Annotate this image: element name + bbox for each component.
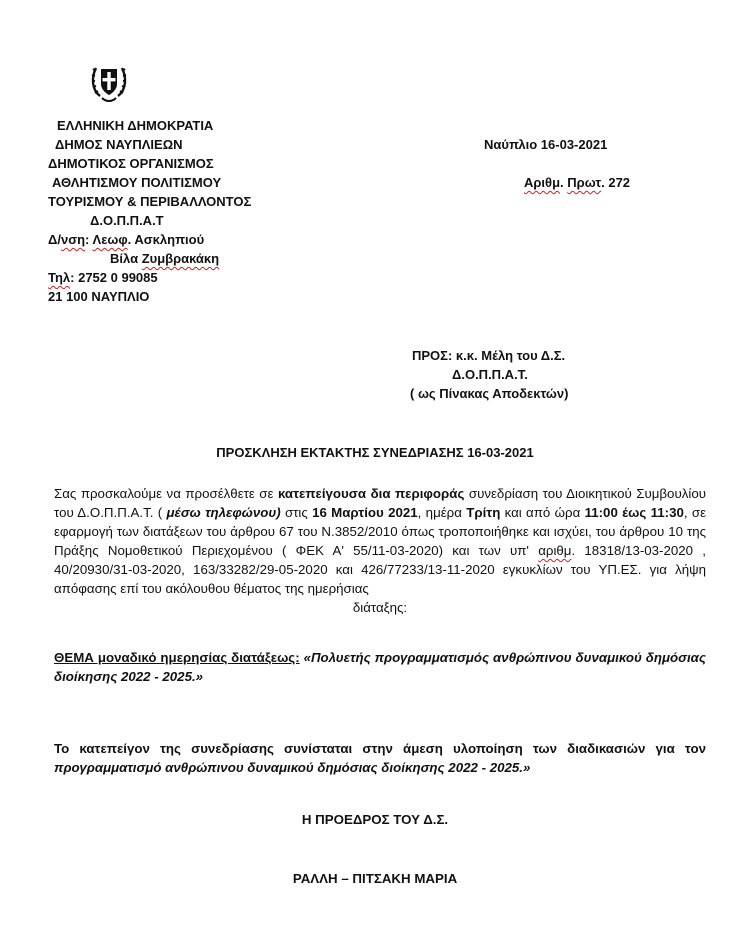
urgency-paragraph: Το κατεπείγον της συνεδρίασης συνίσταται στην άμεση υλοποίηση των διαδικασιών για τον προγραμματισμό ανθρώπινου δυναμικού δημόσιας διοίκησης 2022 - 2025.» [54,741,706,775]
protocol-number: Αριθμ. Πρωτ. 272 [524,175,631,190]
org-line: ΔΗΜΟΤΙΚΟΣ ΟΡΓΑΝΙΣΜΟΣ [48,156,214,171]
signature-role: Η ΠΡΟΕΔΡΟΣ ΤΟΥ Δ.Σ. [301,812,449,827]
org-line: ΑΘΛΗΤΙΣΜΟΥ ΠΟΛΙΤΙΣΜΟΥ [52,175,222,190]
recipient-line: ΠΡΟΣ: κ.κ. Μέλη του Δ.Σ. [412,348,566,363]
postal-line: 21 100 ΝΑΥΠΛΙΟ [48,289,150,304]
recipient-line: ( ως Πίνακας Αποδεκτών) [410,386,569,401]
phone-line: Τηλ: 2752 0 99085 [48,270,158,285]
place-date: Ναύπλιο 16-03-2021 [484,137,608,152]
document-title: ΠΡΟΣΚΛΗΣΗ ΕΚΤΑΚΤΗΣ ΣΥΝΕΔΡΙΑΣΗΣ 16-03-2021 [216,445,534,460]
recipient-line: Δ.Ο.Π.Π.Α.Τ. [452,367,528,382]
org-line: Δ.Ο.Π.Π.Α.Τ [90,213,164,228]
invitation-paragraph: Σας προσκαλούμε να προσέλθετε σε κατεπείγουσα δια περιφοράς συνεδρίαση του Διοικητικού Συμβουλίου του Δ.Ο.Π.Π.Α.Τ. ( μέσω τηλεφώνου) στις 16 Μαρτίου 2021, ημέρα Τρίτη και από ώρα 11:00 έως 11:30, σε εφαρμογή των διατάξεων του άρθρου 67 του Ν.3852/2010 όπως τροποποιήθηκε και ισχύει, του άρθρου 10 της Πράξης Νομοθετικού Περιεχομένου ( ΦΕΚ Α' 55/11-03-2020) και των υπ' αριθμ. 18318/13-03-2020 , 40/20930/31-03-2020, 163/33282/29-05-2020 και 426/77233/13-11-2020 εγκυκλίων του ΥΠ.ΕΣ. για λήψη απόφασης επί του ακόλουθου θέματος της ημερήσιας διάταξης: [54,486,707,615]
address-line-2: Βίλα Ζυμβρακάκη [110,251,220,266]
signature-name: ΡΑΛΛΗ – ΠΙΤΣΑΚΗ ΜΑΡΙΑ [292,871,458,886]
org-line: ΕΛΛΗΝΙΚΗ ΔΗΜΟΚΡΑΤΙΑ [57,118,214,133]
greek-emblem-icon [90,60,128,104]
org-line: ΔΗΜΟΣ ΝΑΥΠΛΙΕΩΝ [55,137,183,152]
address-line: Δ/νση: Λεωφ. Ασκληπιού [48,232,205,247]
subject-paragraph: ΘΕΜΑ μοναδικό ημερησίας διατάξεως: «Πολυετής προγραμματισμός ανθρώπινου δυναμικού δημόσιας διοίκησης 2022 - 2025.» [54,650,706,684]
org-line: ΤΟΥΡΙΣΜΟΥ & ΠΕΡΙΒΑΛΛΟΝΤΟΣ [48,194,252,209]
